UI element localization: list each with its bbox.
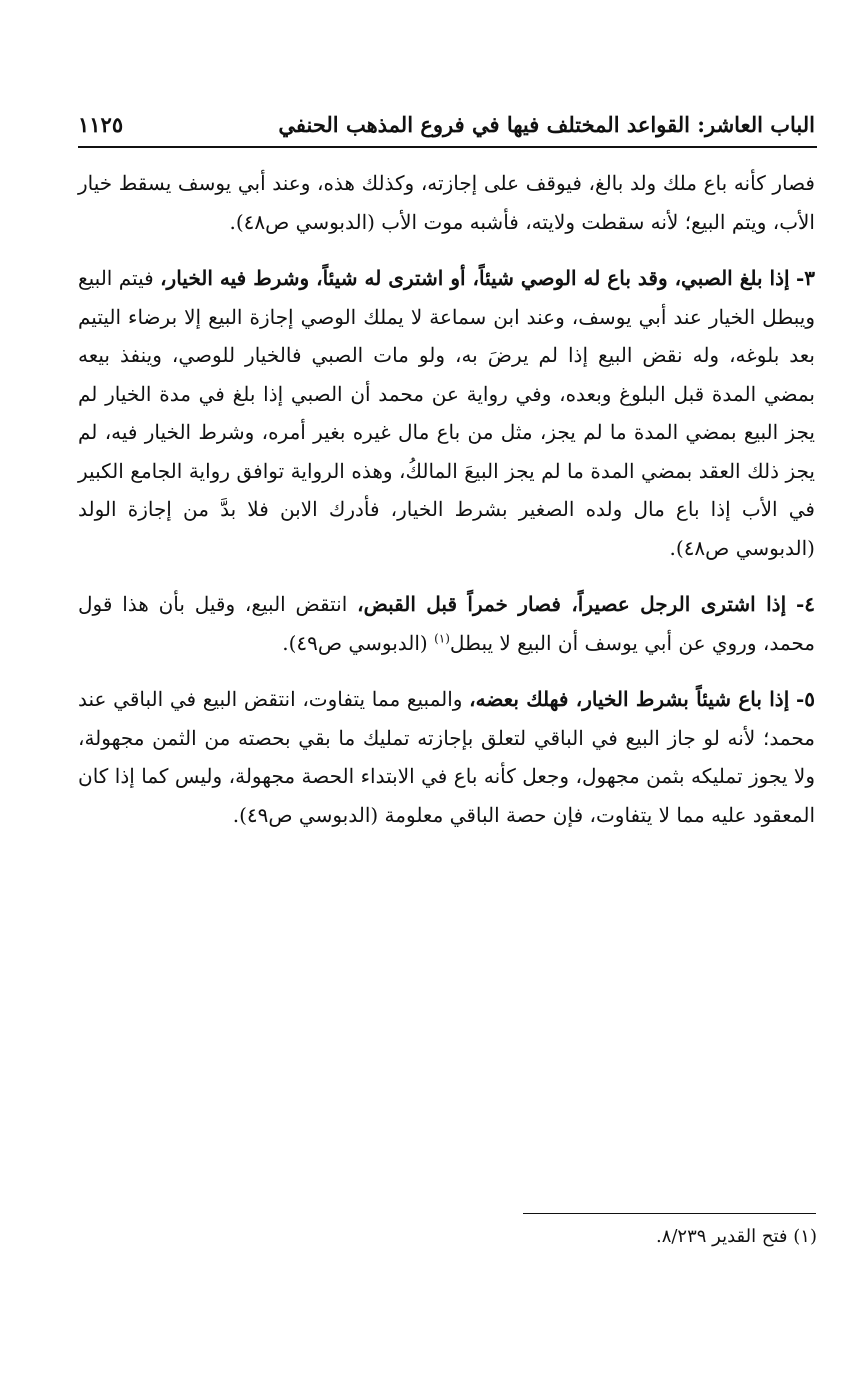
chapter-title: الباب العاشر: القواعد المختلف فيها في فروع المذهب الحنفي [278, 112, 815, 137]
paragraph-item-4 [78, 585, 815, 662]
footnote [440, 1226, 817, 1247]
item-number: ٥- [795, 687, 816, 711]
footnote-text: فتح القدير ٨/٢٣٩. [655, 1226, 788, 1247]
paragraph-item-5 [78, 680, 815, 834]
paragraph-item-3 [78, 259, 815, 567]
footnote-number: (١) [793, 1226, 817, 1247]
item-number: ٣- [795, 266, 816, 290]
page-header [78, 112, 815, 146]
footnote-reference[interactable]: (١) [434, 630, 450, 645]
item-lead: إذا اشترى الرجل عصيراً، فصار خمراً قبل القبض، [357, 592, 787, 616]
item-number: ٤- [795, 592, 816, 616]
paragraph-text: فيتم البيع ويبطل الخيار عند أبي يوسف، وعند ابن سماعة لا يملك الوصي إجازة البيع إلا برضاء اليتيم بعد بلوغه، وله نقض البيع إذا لم يرضَ به، ولو مات الصبي فالخيار للوصي، وينفذ بيعه بمضي المدة قبل البلوغ وبعده، وفي رواية عن محمد أن الصبي إذا بلغ في مدة الخيار لم يجز البيع بمضي المدة ما لم يجز، مثل من باع مال غيره بغير أمره، وشرط الخيار فيه، لم يجز ذلك العقد بمضي المدة ما لم يجز البيعَ المالكُ، وهذه الرواية توافق رواية الجامع الكبير في الأب إذا باع مال ولده الصغير بشرط الخيار، فأدرك الابن فلا بدَّ من إجازة الولد (الدبوسي ص٤٨). [78, 266, 815, 560]
footnote-rule [523, 1213, 816, 1214]
body-text [78, 164, 815, 834]
paragraph-continuation [78, 164, 815, 241]
paragraph-text: انتقض البيع، وقيل بأن هذا قول محمد، وروي عن أبي يوسف أن البيع لا يبطل [78, 592, 815, 655]
paragraph-tail: (الدبوسي ص٤٩). [282, 630, 435, 655]
item-lead: إذا بلغ الصبي، وقد باع له الوصي شيئاً، أو اشترى له شيئاً، وشرط فيه الخيار، [160, 266, 790, 290]
header-rule [78, 146, 817, 148]
item-lead: إذا باع شيئاً بشرط الخيار، فهلك بعضه، [469, 687, 790, 711]
paragraph-text: فصار كأنه باع ملك ولد بالغ، فيوقف على إجازته، وكذلك هذه، وعند أبي يوسف يسقط خيار الأب، ويتم البيع؛ لأنه سقطت ولايته، فأشبه موت الأب (الدبوسي ص٤٨). [78, 171, 815, 234]
page-number: ١١٢٥ [78, 112, 124, 137]
paragraph-text: والمبيع مما يتفاوت، انتقض البيع في الباقي عند محمد؛ لأنه لو جاز البيع في الباقي لتعلق بإجازته تمليك ما بقي بحصته من الثمن مجهولة، ولا يجوز تمليكه بثمن مجهول، وجعل كأنه باع في الابتداء الحصة مجهولة، وليس كما إذا كان المعقود عليه مما لا يتفاوت، فإن حصة الباقي معلومة (الدبوسي ص٤٩). [78, 687, 815, 827]
